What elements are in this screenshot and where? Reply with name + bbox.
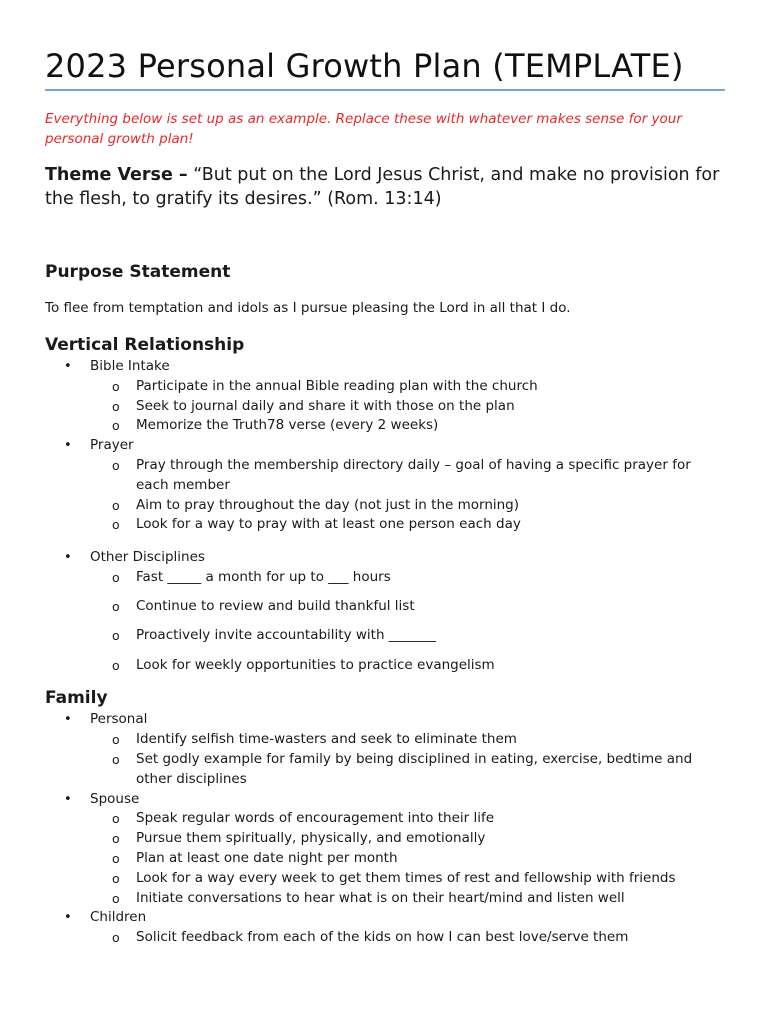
list-item-text: Memorize the Truth78 verse (every 2 weeks) — [136, 417, 439, 434]
list-item — [90, 568, 725, 588]
list-item-text: Fast _____ a month for up to ___ hours — [136, 568, 391, 585]
list-item — [90, 928, 725, 948]
list-item — [90, 416, 725, 436]
bullet-icon: o — [112, 418, 120, 434]
list-item — [90, 377, 725, 397]
list-item — [90, 889, 725, 909]
list-item-text: Look for a way to pray with at least one person each day — [136, 516, 521, 533]
list-item-other-disciplines — [45, 548, 725, 675]
family-heading: Family — [45, 688, 108, 709]
prayer-sublist — [90, 456, 725, 535]
list-item-spouse — [45, 790, 725, 909]
bullet-icon: o — [112, 628, 120, 644]
bullet-icon: • — [64, 359, 72, 374]
bullet-icon: o — [112, 457, 120, 473]
other-disciplines-sublist — [90, 568, 725, 675]
bullet-icon: • — [64, 438, 72, 454]
bullet-icon: o — [112, 657, 120, 673]
list-item-label: Personal — [90, 711, 148, 728]
list-item — [90, 656, 725, 676]
children-sublist — [90, 928, 725, 948]
theme-verse-text: “But put on the Lord Jesus Christ, and make no provision for the flesh, to gratify its desires.” (Rom. 13:14) — [45, 165, 720, 209]
vertical-relationship-list — [45, 357, 725, 675]
list-item-text: Set godly example for family by being disciplined in eating, exercise, bedtime and other disciplines — [136, 750, 693, 787]
bullet-icon: o — [112, 378, 120, 394]
list-item-text: Look for a way every week to get them times of rest and fellowship with friends — [136, 869, 676, 886]
list-item — [90, 456, 725, 496]
list-item-text: Solicit feedback from each of the kids on how I can best love/serve them — [136, 929, 629, 946]
bullet-icon: • — [64, 712, 72, 728]
list-item — [90, 869, 725, 889]
list-item-text: Initiate conversations to hear what is on their heart/mind and listen well — [136, 889, 625, 906]
theme-verse — [45, 163, 725, 211]
example-note: Everything below is set up as an example. Replace these with whatever makes sense for your personal growth plan! — [45, 111, 682, 147]
list-item-text: Seek to journal daily and share it with those on the plan — [136, 397, 515, 414]
list-item-text: Pursue them spiritually, physically, and emotionally — [136, 830, 486, 847]
list-item-text: Participate in the annual Bible reading plan with the church — [136, 377, 538, 394]
list-item-label: Prayer — [90, 437, 134, 454]
list-item — [90, 496, 725, 516]
list-item-label: Spouse — [90, 790, 140, 807]
bible-intake-sublist — [90, 377, 725, 436]
list-item — [90, 849, 725, 869]
theme-verse-label: Theme Verse – — [45, 165, 188, 185]
document-page — [45, 44, 725, 948]
list-item — [90, 829, 725, 849]
list-item-bible-intake — [45, 357, 725, 436]
bullet-icon: o — [112, 569, 120, 585]
list-item — [90, 397, 725, 417]
bullet-icon: • — [64, 791, 72, 807]
bullet-icon: o — [112, 870, 120, 886]
bullet-icon: o — [112, 831, 120, 847]
list-item-text: Pray through the membership directory daily – goal of having a specific prayer for each member — [136, 456, 691, 493]
list-item-text: Speak regular words of encouragement into their life — [136, 810, 495, 827]
bullet-icon: o — [112, 751, 120, 767]
bullet-icon: o — [112, 517, 120, 533]
title-underline — [45, 89, 725, 91]
list-item-prayer — [45, 436, 725, 535]
personal-sublist — [90, 730, 725, 789]
family-list — [45, 710, 725, 948]
bullet-icon: o — [112, 890, 120, 906]
list-item — [90, 626, 725, 646]
list-item-text: Continue to review and build thankful list — [136, 598, 415, 615]
list-item-text: Aim to pray throughout the day (not just in the morning) — [136, 496, 520, 513]
bullet-icon: o — [112, 599, 120, 615]
list-item — [90, 597, 725, 617]
list-item — [90, 809, 725, 829]
list-item-text: Plan at least one date night per month — [136, 849, 398, 866]
bullet-icon: o — [112, 497, 120, 513]
bullet-icon: o — [112, 732, 120, 748]
list-item-label: Children — [90, 909, 147, 926]
bullet-icon: o — [112, 930, 120, 946]
bullet-icon: o — [112, 811, 120, 827]
list-item-label: Other Disciplines — [90, 549, 205, 566]
list-item-text: Proactively invite accountability with _______ — [136, 627, 437, 644]
list-item-text: Identify selfish time-wasters and seek to eliminate them — [136, 731, 517, 748]
list-item-label: Bible Intake — [90, 358, 170, 374]
list-item-personal — [45, 710, 725, 789]
list-item — [90, 515, 725, 535]
list-item-text: Look for weekly opportunities to practice evangelism — [136, 656, 495, 673]
bullet-icon: • — [64, 910, 72, 926]
bullet-icon: • — [64, 550, 72, 566]
spouse-sublist — [90, 809, 725, 908]
list-item — [90, 730, 725, 750]
purpose-heading: Purpose Statement — [45, 262, 231, 282]
list-item-children — [45, 908, 725, 948]
page-title: 2023 Personal Growth Plan (TEMPLATE) — [45, 47, 684, 85]
vertical-relationship-heading: Vertical Relationship — [45, 335, 245, 355]
list-item — [90, 750, 725, 790]
purpose-text: To flee from temptation and idols as I pursue pleasing the Lord in all that I do. — [45, 300, 571, 316]
bullet-icon: o — [112, 398, 120, 414]
bullet-icon: o — [112, 850, 120, 866]
